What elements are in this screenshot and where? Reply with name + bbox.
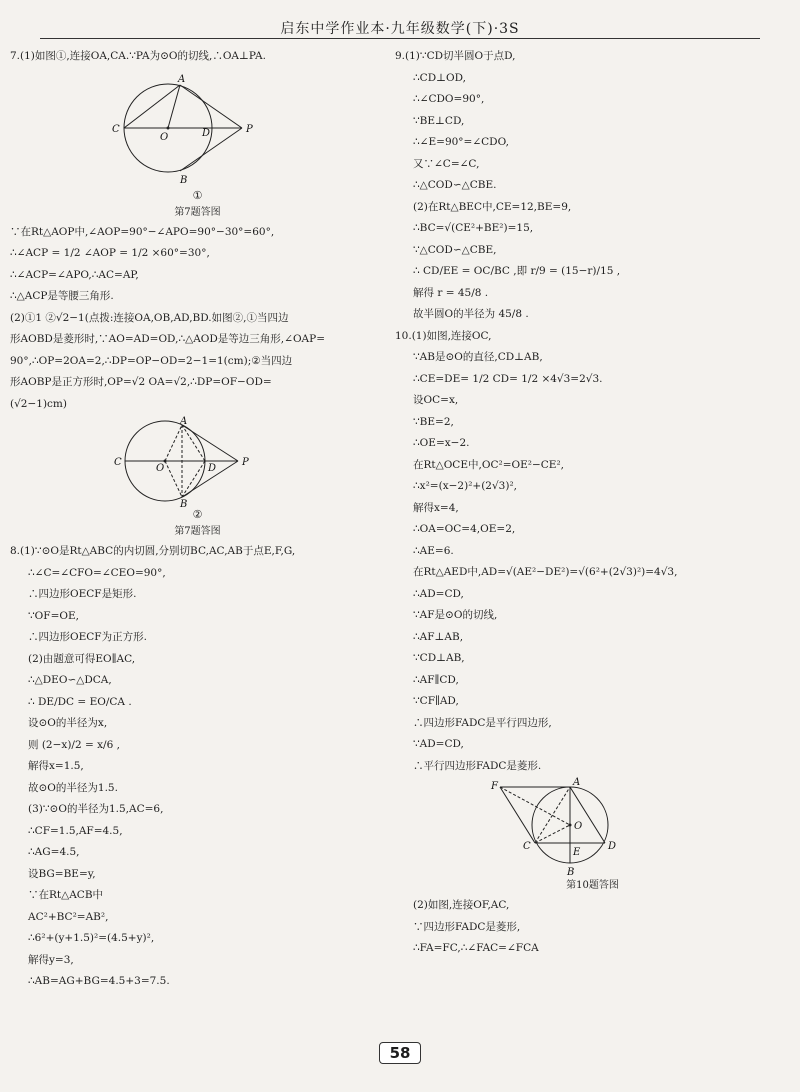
text-line: ∴x²=(x−2)²+(2√3)², bbox=[413, 480, 518, 492]
page-number: 58 bbox=[379, 1042, 422, 1064]
text-line: ∴BC=√(CE²+BE²)=15, bbox=[413, 222, 534, 234]
text-line: ∴FA=FC,∴∠FAC=∠FCA bbox=[413, 942, 539, 954]
text-line: ∴AF⊥AB, bbox=[413, 630, 464, 643]
left-column bbox=[10, 46, 385, 993]
text-line: ∴AG=4.5, bbox=[28, 846, 80, 858]
figure-7-1-svg bbox=[10, 68, 385, 188]
text-line: ∴ CD/EE = OC/BC ,即 r/9 = (15−r)/15 , bbox=[413, 265, 621, 277]
text-line: ∴AF∥CD, bbox=[413, 673, 459, 686]
text-line: 解得y=3, bbox=[28, 953, 74, 966]
figure-caption: 第7题答图 bbox=[174, 206, 221, 218]
label-a: A bbox=[178, 73, 186, 85]
text-line: ∴△DEO∽△DCA, bbox=[28, 674, 112, 686]
text-line: 形AOBP是正方形时,OP=√2 OA=√2,∴DP=OF−OD= bbox=[10, 376, 272, 388]
text-line: 故⊙O的半径为1.5. bbox=[28, 781, 118, 794]
label-o: O bbox=[156, 463, 165, 474]
text-line: ∵CF∥AD, bbox=[413, 695, 459, 707]
text-line: ∵在Rt△ACB中 bbox=[28, 889, 104, 901]
text-line: AC²+BC²=AB², bbox=[28, 910, 109, 923]
text-line: 设⊙O的半径为x, bbox=[28, 717, 108, 729]
text-line: ∴CD⊥OD, bbox=[413, 71, 466, 84]
text-line: 10.(1)如图,连接OC, bbox=[395, 329, 492, 342]
header-title: 启东中学作业本·九年级数学(下)·3S bbox=[280, 21, 520, 37]
text-line: ∴四边形OECF为正方形. bbox=[28, 631, 147, 643]
text-line: 解得x=4, bbox=[413, 501, 459, 514]
figure-7-1 bbox=[10, 68, 385, 188]
text-line: ∴∠C=∠CFO=∠CEO=90°, bbox=[28, 566, 166, 579]
text-line: ∴∠ACP=∠APO,∴AC=AP, bbox=[10, 268, 139, 281]
label-d: D bbox=[208, 463, 217, 474]
text-line: 7.(1)如图①,连接OA,CA.∵PA为⊙O的切线,∴OA⊥PA. bbox=[10, 50, 266, 62]
text-line: ∵AF是⊙O的切线, bbox=[413, 609, 498, 621]
text-line: ∵CD⊥AB, bbox=[413, 652, 465, 664]
text-line: (2)①1 ②√2−1(点拨:连接OA,OB,AD,BD.如图②,①当四边 bbox=[10, 311, 289, 324]
label-f: F bbox=[491, 781, 498, 792]
label-d: D bbox=[202, 127, 211, 139]
text-line: (3)∵⊙O的半径为1.5,AC=6, bbox=[28, 803, 164, 815]
text-line: (2)由题意可得EO∥AC, bbox=[28, 652, 136, 665]
label-p: P bbox=[242, 457, 249, 468]
text-line: 则 (2−x)/2 = x/6 , bbox=[28, 738, 120, 751]
text-line: 在Rt△OCE中,OC²=OE²−CE², bbox=[413, 458, 565, 471]
text-line: ∴CE=DE= 1/2 CD= 1/2 ×4√3=2√3. bbox=[413, 372, 603, 385]
figure-7-2-svg bbox=[10, 415, 385, 507]
text-line: (2)如图,连接OF,AC, bbox=[413, 899, 510, 911]
text-line: ∵OF=OE, bbox=[28, 609, 79, 622]
text-line: (2)在Rt△BEC中,CE=12,BE=9, bbox=[413, 200, 572, 213]
text-line: ∵AD=CD, bbox=[413, 738, 464, 750]
figure-number: ① bbox=[192, 188, 203, 202]
text-line: ∴ DE/DC = EO/CA . bbox=[28, 695, 132, 708]
figure-7-2 bbox=[10, 415, 385, 507]
text-line: ∴AE=6. bbox=[413, 544, 454, 557]
label-b: B bbox=[180, 174, 188, 186]
label-c: C bbox=[523, 841, 531, 852]
text-line: 9.(1)∵CD切半圆O于点D, bbox=[395, 50, 516, 62]
text-line: ∴AB=AG+BG=4.5+3=7.5. bbox=[28, 975, 170, 987]
figure-10 bbox=[395, 777, 790, 877]
text-line: ∴△COD∽△CBE. bbox=[413, 179, 497, 191]
text-line: ∴OE=x−2. bbox=[413, 437, 470, 449]
right-column bbox=[395, 46, 790, 960]
text-line: ∵AB是⊙O的直径,CD⊥AB, bbox=[413, 351, 543, 363]
text-line: ∴∠E=90°=∠CDO, bbox=[413, 136, 509, 148]
text-line: ∴AD=CD, bbox=[413, 587, 464, 600]
label-c: C bbox=[114, 457, 122, 468]
page-header bbox=[0, 18, 800, 40]
label-a: A bbox=[180, 416, 188, 427]
text-line: ∵四边形FADC是菱形, bbox=[413, 920, 521, 933]
text-line: ∴△ACP是等腰三角形. bbox=[10, 290, 114, 302]
text-line: 90°,∴OP=2OA=2,∴DP=OP−OD=2−1=1(cm);②当四边 bbox=[10, 354, 293, 367]
text-line: 形AOBD是菱形时,∵AO=AD=OD,∴△AOD是等边三角形,∠OAP= bbox=[10, 333, 325, 345]
text-line: 解得 r = 45/8 . bbox=[413, 286, 489, 299]
figure-number: ② bbox=[192, 508, 203, 521]
text-line: ∴∠ACP = 1/2 ∠AOP = 1/2 ×60°=30°, bbox=[10, 247, 210, 259]
page-footer bbox=[0, 1042, 800, 1064]
figure-10-svg bbox=[395, 777, 790, 877]
figure-caption: 第10题答图 bbox=[566, 880, 619, 891]
label-o: O bbox=[160, 131, 169, 143]
text-line: ∴∠CDO=90°, bbox=[413, 93, 485, 105]
label-o: O bbox=[574, 821, 583, 832]
label-b: B bbox=[180, 499, 188, 507]
text-line: 设BG=BE=y, bbox=[28, 867, 96, 880]
text-line: ∴CF=1.5,AF=4.5, bbox=[28, 824, 123, 837]
text-line: 8.(1)∵⊙O是Rt△ABC的内切圆,分别切BC,AC,AB于点E,F,G, bbox=[10, 545, 296, 557]
text-line: ∴平行四边形FADC是菱形. bbox=[413, 759, 542, 772]
text-line: ∴四边形FADC是平行四边形, bbox=[413, 716, 552, 729]
figure-caption: 第7题答图 bbox=[174, 526, 221, 537]
label-e: E bbox=[573, 847, 581, 858]
text-line: ∵△COD∽△CBE, bbox=[413, 243, 497, 256]
text-line: 解得x=1.5, bbox=[28, 760, 84, 772]
text-line: 故半圆O的半径为 45/8 . bbox=[413, 308, 529, 320]
label-c: C bbox=[112, 123, 120, 135]
text-line: ∵BE=2, bbox=[413, 415, 454, 428]
text-line: 设OC=x, bbox=[413, 394, 459, 406]
label-p: P bbox=[246, 123, 253, 135]
text-line: ∴OA=OC=4,OE=2, bbox=[413, 523, 516, 535]
text-line: ∴6²+(y+1.5)²=(4.5+y)², bbox=[28, 932, 155, 944]
text-line: 又∵∠C=∠C, bbox=[413, 157, 480, 170]
text-line: ∵在Rt△AOP中,∠AOP=90°−∠APO=90°−30°=60°, bbox=[10, 225, 275, 238]
text-line: ∵BE⊥CD, bbox=[413, 114, 465, 127]
text-line: 在Rt△AED中,AD=√(AE²−DE²)=√(6²+(2√3)²)=4√3, bbox=[413, 566, 678, 578]
text-line: (√2−1)cm) bbox=[10, 397, 67, 410]
header-rule bbox=[40, 38, 760, 39]
label-d: D bbox=[608, 841, 617, 852]
label-a: A bbox=[573, 777, 581, 788]
label-b: B bbox=[567, 867, 575, 877]
text-line: ∴四边形OECF是矩形. bbox=[28, 588, 137, 600]
